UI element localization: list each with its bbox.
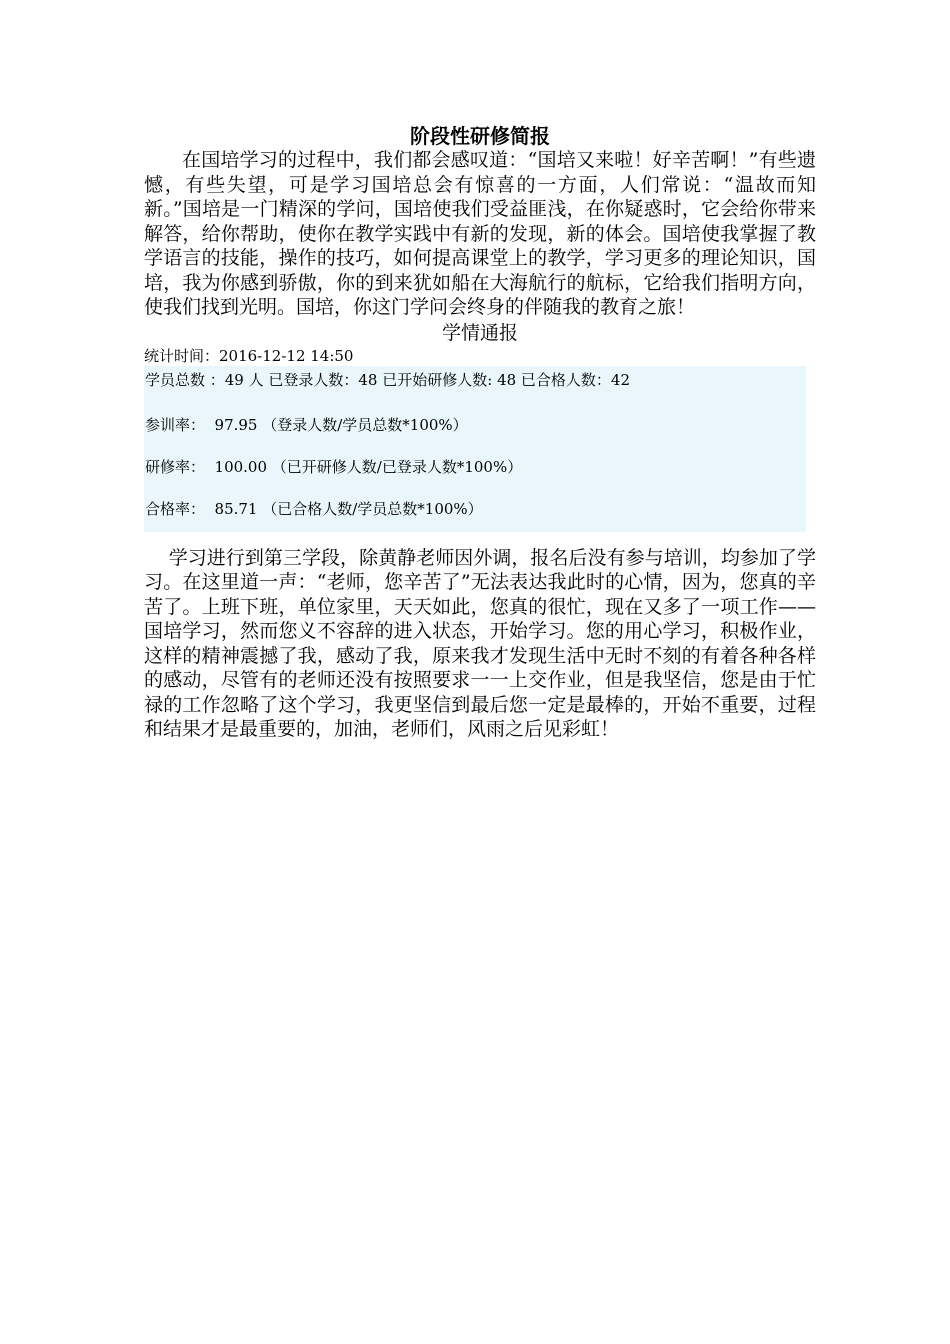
stat-counts-row: 学员总数 ：49 人 已登录人数：48 已开始研修人数: 48 已合格人数：42 <box>145 370 631 389</box>
stat-time: 统计时间：2016-12-12 14:50 <box>144 346 354 365</box>
report-title: 学情通报 <box>441 321 518 344</box>
stat-attendance-row: 参训率： 97.95 （登录人数/学员总数*100%） <box>145 415 468 434</box>
intro-paragraph: 在国培学习的过程中，我们都会感叹道：“国培又来啦！好辛苦啊！”有些遗憾，有些失望，可是学习国培总会有惊喜的一方面，人们常说：“温故而知新。”国培是一门精深的学问，国培使我们受益匪浅，在你疑惑时，它会给你带来解答，给你帮助，使你在教学实践中有新的发现，新的体会。国培使我掌握了教学语言的技能，操作的技巧，如何提高课堂上的教学，学习更多的理论知识，国培，我为你感到骄傲，你的到来犹如船在大海航行的航标，它给我们指明方向，使我们找到光明。国培，你这门学问会终身的伴随我的教育之旅！ <box>144 149 816 318</box>
stats-panel <box>144 366 806 532</box>
stat-study-row: 研修率： 100.00 （已开研修人数/已登录人数*100%） <box>145 457 523 476</box>
closing-paragraph: 学习进行到第三学段，除黄静老师因外调，报名后没有参与培训，均参加了学习。在这里道一声：“老师，您辛苦了”无法表达我此时的心情，因为，您真的辛苦了。上班下班，单位家里，天天如此，您真的很忙，现在又多了一项工作——国培学习，然而您义不容辞的进入状态，开始学习。您的用心学习，积极作业，这样的精神震撼了我，感动了我，原来我才发现生活中无时不刻的有着各种各样的感动，尽管有的老师还没有按照要求一一上交作业，但是我坚信，您是由于忙禄的工作忽略了这个学习，我更坚信到最后您一定是最棒的，开始不重要，过程和结果才是最重要的，加油，老师们，风雨之后见彩虹！ <box>144 546 816 740</box>
stat-pass-row: 合格率： 85.71 （已合格人数/学员总数*100%） <box>145 499 483 518</box>
document-title: 阶段性研修简报 <box>410 124 550 148</box>
document-page <box>144 122 816 742</box>
